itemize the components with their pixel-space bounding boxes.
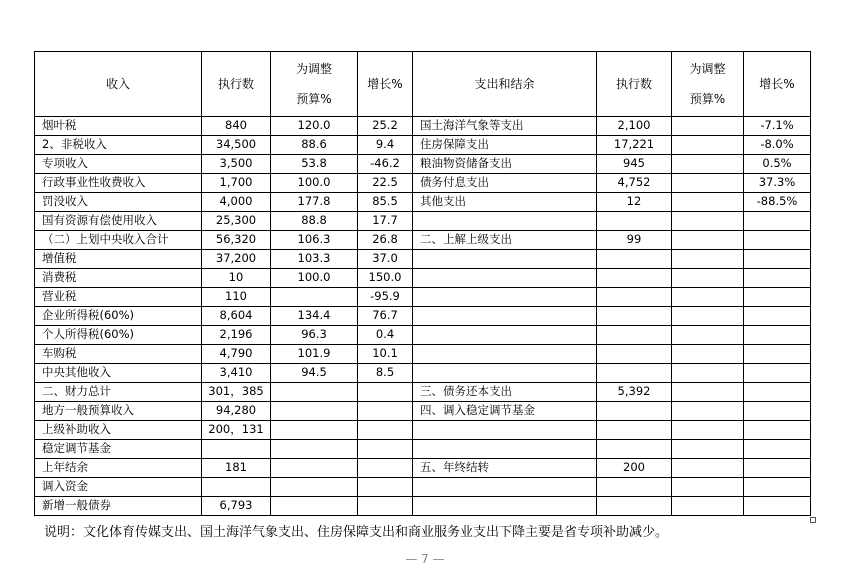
expenditure-cell: 住房保障支出 (413, 136, 597, 155)
expenditure-growth-cell (744, 364, 811, 383)
income-executed-cell: 10 (202, 269, 271, 288)
income-adjusted-pct-cell: 100.0 (271, 269, 358, 288)
expenditure-executed-cell (597, 269, 672, 288)
income-cell: 上年结余 (35, 459, 202, 478)
income-growth-cell: 150.0 (358, 269, 413, 288)
income-adjusted-pct-cell: 53.8 (271, 155, 358, 174)
expenditure-executed-cell (597, 421, 672, 440)
expenditure-executed-cell: 99 (597, 231, 672, 250)
income-cell: 营业税 (35, 288, 202, 307)
expenditure-executed-cell (597, 345, 672, 364)
income-growth-cell: -95.9 (358, 288, 413, 307)
expenditure-growth-cell: 37.3% (744, 174, 811, 193)
expenditure-adjusted-pct-cell (672, 136, 744, 155)
expenditure-adjusted-pct-cell (672, 307, 744, 326)
expenditure-cell (413, 345, 597, 364)
expenditure-executed-cell: 945 (597, 155, 672, 174)
income-adjusted-pct-cell (271, 478, 358, 497)
income-adjusted-pct-cell: 88.6 (271, 136, 358, 155)
income-executed-cell (202, 478, 271, 497)
expenditure-cell (413, 440, 597, 459)
income-executed-cell: 4,790 (202, 345, 271, 364)
income-adjusted-pct-cell: 106.3 (271, 231, 358, 250)
expenditure-executed-cell: 17,221 (597, 136, 672, 155)
table-row (35, 212, 811, 231)
header-expenditure: 支出和结余 (413, 52, 597, 117)
income-executed-cell: 37,200 (202, 250, 271, 269)
expenditure-adjusted-pct-cell (672, 174, 744, 193)
income-growth-cell (358, 478, 413, 497)
table-row (35, 269, 811, 288)
income-executed-cell: 3,410 (202, 364, 271, 383)
expenditure-growth-cell (744, 212, 811, 231)
income-cell: 车购税 (35, 345, 202, 364)
expenditure-growth-cell (744, 497, 811, 516)
expenditure-growth-cell (744, 307, 811, 326)
table-row (35, 307, 811, 326)
expenditure-growth-cell (744, 383, 811, 402)
expenditure-cell: 其他支出 (413, 193, 597, 212)
income-growth-cell (358, 421, 413, 440)
expenditure-cell: 粮油物资储备支出 (413, 155, 597, 174)
income-cell: 企业所得税(60%) (35, 307, 202, 326)
header-adjusted-bottom: 预算% (296, 92, 332, 106)
expenditure-executed-cell (597, 212, 672, 231)
expenditure-growth-cell: -8.0% (744, 136, 811, 155)
table-row (35, 155, 811, 174)
expenditure-adjusted-pct-cell (672, 364, 744, 383)
expenditure-growth-cell (744, 231, 811, 250)
expenditure-adjusted-pct-cell (672, 345, 744, 364)
income-adjusted-pct-cell (271, 421, 358, 440)
expenditure-growth-cell (744, 440, 811, 459)
expenditure-cell (413, 364, 597, 383)
income-executed-cell: 8,604 (202, 307, 271, 326)
income-growth-cell (358, 459, 413, 478)
expenditure-executed-cell (597, 402, 672, 421)
expenditure-adjusted-pct-cell (672, 231, 744, 250)
income-cell: 增值税 (35, 250, 202, 269)
expenditure-cell (413, 212, 597, 231)
table-row (35, 440, 811, 459)
income-growth-cell (358, 402, 413, 421)
expenditure-adjusted-pct-cell (672, 402, 744, 421)
expenditure-adjusted-pct-cell (672, 326, 744, 345)
table-row (35, 288, 811, 307)
income-executed-cell: 301，385 (202, 383, 271, 402)
expenditure-cell: 四、调入稳定调节基金 (413, 402, 597, 421)
expenditure-growth-cell (744, 402, 811, 421)
expenditure-adjusted-pct-cell (672, 421, 744, 440)
header-growth: 增长% (358, 52, 413, 117)
table-row (35, 117, 811, 136)
income-adjusted-pct-cell: 96.3 (271, 326, 358, 345)
income-adjusted-pct-cell (271, 383, 358, 402)
expenditure-cell: 二、上解上级支出 (413, 231, 597, 250)
expenditure-executed-cell (597, 478, 672, 497)
expenditure-cell: 国土海洋气象等支出 (413, 117, 597, 136)
income-executed-cell: 34,500 (202, 136, 271, 155)
expenditure-adjusted-pct-cell (672, 155, 744, 174)
expenditure-adjusted-pct-cell (672, 269, 744, 288)
expenditure-executed-cell (597, 288, 672, 307)
income-executed-cell: 200，131 (202, 421, 271, 440)
income-adjusted-pct-cell (271, 497, 358, 516)
table-row (35, 174, 811, 193)
expenditure-cell (413, 250, 597, 269)
table-row (35, 231, 811, 250)
table-row (35, 459, 811, 478)
expenditure-cell: 五、年终结转 (413, 459, 597, 478)
header-executed: 执行数 (202, 52, 271, 117)
income-adjusted-pct-cell: 134.4 (271, 307, 358, 326)
income-growth-cell: 10.1 (358, 345, 413, 364)
expenditure-executed-cell: 5,392 (597, 383, 672, 402)
expenditure-cell (413, 269, 597, 288)
expenditure-executed-cell (597, 497, 672, 516)
income-adjusted-pct-cell (271, 288, 358, 307)
income-executed-cell (202, 440, 271, 459)
table-resize-handle[interactable] (810, 517, 816, 523)
income-executed-cell: 181 (202, 459, 271, 478)
header-growth-right: 增长% (744, 52, 811, 117)
table-row (35, 193, 811, 212)
income-cell: 消费税 (35, 269, 202, 288)
income-executed-cell: 94,280 (202, 402, 271, 421)
expenditure-cell (413, 421, 597, 440)
income-executed-cell: 2,196 (202, 326, 271, 345)
income-growth-cell: 26.8 (358, 231, 413, 250)
income-cell: 个人所得税(60%) (35, 326, 202, 345)
income-adjusted-pct-cell: 94.5 (271, 364, 358, 383)
income-executed-cell: 1,700 (202, 174, 271, 193)
expenditure-executed-cell: 200 (597, 459, 672, 478)
expenditure-growth-cell (744, 269, 811, 288)
income-adjusted-pct-cell (271, 459, 358, 478)
expenditure-adjusted-pct-cell (672, 383, 744, 402)
income-executed-cell: 840 (202, 117, 271, 136)
table-row (35, 478, 811, 497)
expenditure-cell (413, 307, 597, 326)
expenditure-growth-cell (744, 345, 811, 364)
table-header-row (35, 52, 811, 117)
expenditure-cell (413, 497, 597, 516)
expenditure-adjusted-pct-cell (672, 193, 744, 212)
expenditure-growth-cell (744, 459, 811, 478)
table-row (35, 136, 811, 155)
header-adjusted-bottom-right: 预算% (689, 92, 726, 106)
income-growth-cell (358, 383, 413, 402)
income-cell: 调入资金 (35, 478, 202, 497)
income-cell: 稳定调节基金 (35, 440, 202, 459)
header-income: 收入 (35, 52, 202, 117)
header-adjusted-top: 为调整 (295, 62, 332, 76)
expenditure-growth-cell: -7.1% (744, 117, 811, 136)
table-row (35, 497, 811, 516)
income-cell: 上级补助收入 (35, 421, 202, 440)
header-executed-right: 执行数 (597, 52, 672, 117)
income-adjusted-pct-cell: 100.0 (271, 174, 358, 193)
expenditure-executed-cell (597, 326, 672, 345)
expenditure-adjusted-pct-cell (672, 117, 744, 136)
fiscal-budget-table (34, 51, 811, 516)
table-row (35, 326, 811, 345)
expenditure-growth-cell: -88.5% (744, 193, 811, 212)
income-cell: 专项收入 (35, 155, 202, 174)
expenditure-adjusted-pct-cell (672, 478, 744, 497)
table-row (35, 250, 811, 269)
income-executed-cell: 25,300 (202, 212, 271, 231)
expenditure-executed-cell (597, 440, 672, 459)
page-number: — 7 — (405, 552, 445, 566)
income-adjusted-pct-cell (271, 402, 358, 421)
income-cell: 烟叶税 (35, 117, 202, 136)
expenditure-executed-cell (597, 307, 672, 326)
expenditure-growth-cell (744, 478, 811, 497)
expenditure-growth-cell (744, 421, 811, 440)
income-growth-cell (358, 497, 413, 516)
expenditure-adjusted-pct-cell (672, 497, 744, 516)
expenditure-growth-cell (744, 288, 811, 307)
income-growth-cell: -46.2 (358, 155, 413, 174)
income-cell: 地方一般预算收入 (35, 402, 202, 421)
income-cell: 中央其他收入 (35, 364, 202, 383)
expenditure-adjusted-pct-cell (672, 459, 744, 478)
expenditure-cell (413, 326, 597, 345)
income-executed-cell: 4,000 (202, 193, 271, 212)
income-cell: 二、财力总计 (35, 383, 202, 402)
header-adjusted-pct-right (672, 52, 744, 117)
table-row (35, 345, 811, 364)
expenditure-cell (413, 478, 597, 497)
income-cell: 国有资源有偿使用收入 (35, 212, 202, 231)
table-note: 说明：文化体育传媒支出、国土海洋气象支出、住房保障支出和商业服务业支出下降主要是省专项补助减少。 (44, 525, 669, 540)
income-executed-cell: 110 (202, 288, 271, 307)
income-adjusted-pct-cell (271, 440, 358, 459)
table-row (35, 383, 811, 402)
expenditure-adjusted-pct-cell (672, 440, 744, 459)
expenditure-executed-cell: 4,752 (597, 174, 672, 193)
header-adjusted-pct (271, 52, 358, 117)
income-growth-cell: 25.2 (358, 117, 413, 136)
expenditure-growth-cell (744, 250, 811, 269)
expenditure-executed-cell: 12 (597, 193, 672, 212)
income-adjusted-pct-cell: 103.3 (271, 250, 358, 269)
header-adjusted-top-right: 为调整 (689, 62, 726, 76)
expenditure-cell (413, 288, 597, 307)
income-cell: 新增一般债券 (35, 497, 202, 516)
income-growth-cell: 22.5 (358, 174, 413, 193)
income-cell: （二）上划中央收入合计 (35, 231, 202, 250)
table-row (35, 421, 811, 440)
income-growth-cell: 9.4 (358, 136, 413, 155)
income-cell: 行政事业性收费收入 (35, 174, 202, 193)
table-row (35, 402, 811, 421)
income-growth-cell (358, 440, 413, 459)
income-executed-cell: 3,500 (202, 155, 271, 174)
income-executed-cell: 6,793 (202, 497, 271, 516)
income-growth-cell: 37.0 (358, 250, 413, 269)
income-growth-cell: 17.7 (358, 212, 413, 231)
expenditure-adjusted-pct-cell (672, 288, 744, 307)
income-executed-cell: 56,320 (202, 231, 271, 250)
expenditure-growth-cell (744, 326, 811, 345)
expenditure-adjusted-pct-cell (672, 250, 744, 269)
expenditure-cell: 债务付息支出 (413, 174, 597, 193)
income-cell: 罚没收入 (35, 193, 202, 212)
expenditure-executed-cell: 2,100 (597, 117, 672, 136)
expenditure-adjusted-pct-cell (672, 212, 744, 231)
income-adjusted-pct-cell: 101.9 (271, 345, 358, 364)
income-growth-cell: 0.4 (358, 326, 413, 345)
table-row (35, 364, 811, 383)
income-growth-cell: 85.5 (358, 193, 413, 212)
income-cell: 2、非税收入 (35, 136, 202, 155)
income-growth-cell: 8.5 (358, 364, 413, 383)
expenditure-executed-cell (597, 364, 672, 383)
expenditure-executed-cell (597, 250, 672, 269)
income-adjusted-pct-cell: 177.8 (271, 193, 358, 212)
expenditure-cell: 三、债务还本支出 (413, 383, 597, 402)
income-adjusted-pct-cell: 120.0 (271, 117, 358, 136)
income-growth-cell: 76.7 (358, 307, 413, 326)
income-adjusted-pct-cell: 88.8 (271, 212, 358, 231)
expenditure-growth-cell: 0.5% (744, 155, 811, 174)
